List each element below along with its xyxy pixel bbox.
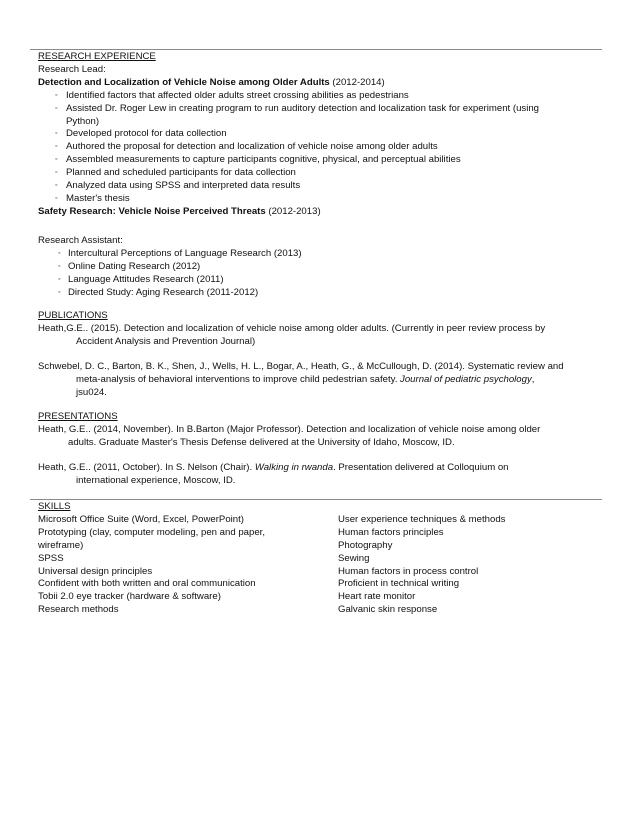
- skill-item: Research methods: [38, 604, 119, 616]
- bullet-icon: ◦: [55, 143, 58, 151]
- project1-header: [38, 77, 602, 90]
- bullet-icon: ◦: [55, 169, 58, 177]
- list-item: ◦ Identified factors that affected older adults street crossing abilities as pedestrians: [55, 89, 409, 101]
- research-lead-label: Research Lead:: [38, 63, 106, 75]
- list-item: ◦ Master's thesis: [55, 192, 130, 204]
- skill-item: Prototyping (clay, computer modeling, pen and paper,: [38, 526, 266, 538]
- bullet-icon: ◦: [58, 275, 61, 283]
- project1-title: Detection and Localization of Vehicle Noise among Older Adults: [38, 76, 330, 88]
- presentation-2-line-2: international experience, Moscow, ID.: [76, 474, 236, 486]
- assistant-bullet-list: [38, 248, 602, 300]
- list-item: ◦ Directed Study: Aging Research (2011-2012): [58, 286, 259, 298]
- bullet-icon: ◦: [58, 262, 61, 270]
- skills-heading: SKILLS: [38, 501, 71, 512]
- publication-2-line-3: jsu024.: [76, 386, 107, 398]
- top-divider: [30, 49, 602, 50]
- skill-item: Sewing: [338, 552, 370, 564]
- skill-item: Confident with both written and oral communication: [38, 578, 256, 590]
- project2-title: Safety Research: Vehicle Noise Perceived Threats: [38, 205, 266, 217]
- list-item: ◦ Analyzed data using SPSS and interpreted data results: [55, 180, 301, 192]
- presentation-1-line-2: adults. Graduate Master's Thesis Defense delivered at the University of Idaho, Moscow, ID.: [68, 436, 455, 448]
- publication-2-line-1: Schwebel, D. C., Barton, B. K., Shen, J., Wells, H. L., Bogar, A., Heath, G., & McCullough, D. (2014). Systematic review and: [38, 361, 564, 372]
- skills-divider: [30, 499, 602, 500]
- list-item-continuation: Python): [66, 115, 100, 127]
- research-section: [38, 51, 602, 219]
- presentations-section: [38, 411, 602, 450]
- project1-bullet-list: [38, 90, 602, 206]
- publication-1-line-2: Accident Analysis and Prevention Journal): [76, 335, 256, 347]
- project2-years: (2012-2013): [265, 205, 321, 217]
- research-assistant-label: Research Assistant:: [38, 235, 123, 246]
- research-assistant-section: [38, 235, 602, 300]
- project2-header: [38, 206, 602, 219]
- journal-name: Journal of pediatric psychology: [400, 373, 532, 385]
- publication-2: [38, 361, 602, 400]
- skill-item: Galvanic skin response: [338, 604, 438, 616]
- skills-right-column: [338, 514, 602, 617]
- skills-columns: [38, 514, 602, 617]
- skill-item: Microsoft Office Suite (Word, Excel, PowerPoint): [38, 513, 244, 525]
- bullet-icon: ◦: [58, 249, 61, 257]
- bullet-icon: ◦: [55, 91, 58, 99]
- list-item: ◦ Assisted Dr. Roger Lew in creating program to run auditory detection and localization task for experiment (using: [55, 102, 539, 114]
- presentation-title: Walking in rwanda: [254, 462, 334, 473]
- skill-item: Proficient in technical writing: [338, 578, 460, 590]
- presentation-2-line-1: Heath, G.E.. (2011, October). In S. Nelson (Chair). Walking in rwanda. Presentation delivered at Colloquium on: [38, 462, 509, 473]
- bullet-icon: ◦: [58, 288, 61, 296]
- publications-section: [38, 310, 602, 349]
- list-item: ◦ Planned and scheduled participants for data collection: [55, 167, 296, 179]
- bullet-icon: ◦: [55, 130, 58, 138]
- skills-section: [38, 501, 602, 617]
- list-item: ◦ Assembled measurements to capture participants cognitive, physical, and perceptual abilities: [55, 154, 461, 166]
- list-item: ◦ Developed protocol for data collection: [55, 128, 227, 140]
- skill-item: Human factors in process control: [338, 565, 479, 577]
- skill-item: User experience techniques & methods: [338, 513, 506, 525]
- bullet-icon: ◦: [55, 194, 58, 202]
- skill-item: Photography: [338, 539, 393, 551]
- list-item: ◦ Intercultural Perceptions of Language Research (2013): [58, 247, 302, 259]
- skills-left-column: [38, 514, 338, 617]
- bullet-icon: ◦: [55, 104, 58, 112]
- skill-item-continuation: wireframe): [38, 539, 84, 551]
- presentation-2: [38, 462, 602, 488]
- publication-2-line-2: meta-analysis of behavioral interventions to improve child pedestrian safety. Journal of pediatric psychology,: [76, 373, 535, 385]
- project1-years: (2012-2014): [329, 76, 385, 88]
- bullet-icon: ◦: [55, 182, 58, 190]
- skill-item: Tobii 2.0 eye tracker (hardware & software): [38, 591, 221, 603]
- skill-item: SPSS: [38, 552, 64, 564]
- research-heading: RESEARCH EXPERIENCE: [38, 51, 156, 62]
- list-item: ◦ Online Dating Research (2012): [58, 260, 201, 272]
- list-item: ◦ Language Attitudes Research (2011): [58, 273, 224, 285]
- publication-1-line-1: Heath,G.E.. (2015). Detection and localization of vehicle noise among older adults. (Currently in peer review process by: [38, 322, 546, 334]
- presentation-1-line-1: Heath, G.E.. (2014, November). In B.Barton (Major Professor). Detection and localization of vehicle noise among older: [38, 423, 541, 435]
- skill-item: Universal design principles: [38, 565, 153, 577]
- presentations-heading: PRESENTATIONS: [38, 411, 118, 422]
- skill-item: Human factors principles: [338, 526, 444, 538]
- skill-item: Heart rate monitor: [338, 591, 416, 603]
- bullet-icon: ◦: [55, 156, 58, 164]
- list-item: ◦ Authored the proposal for detection and localization of vehicle noise among older adults: [55, 141, 438, 153]
- publications-heading: PUBLICATIONS: [38, 310, 108, 321]
